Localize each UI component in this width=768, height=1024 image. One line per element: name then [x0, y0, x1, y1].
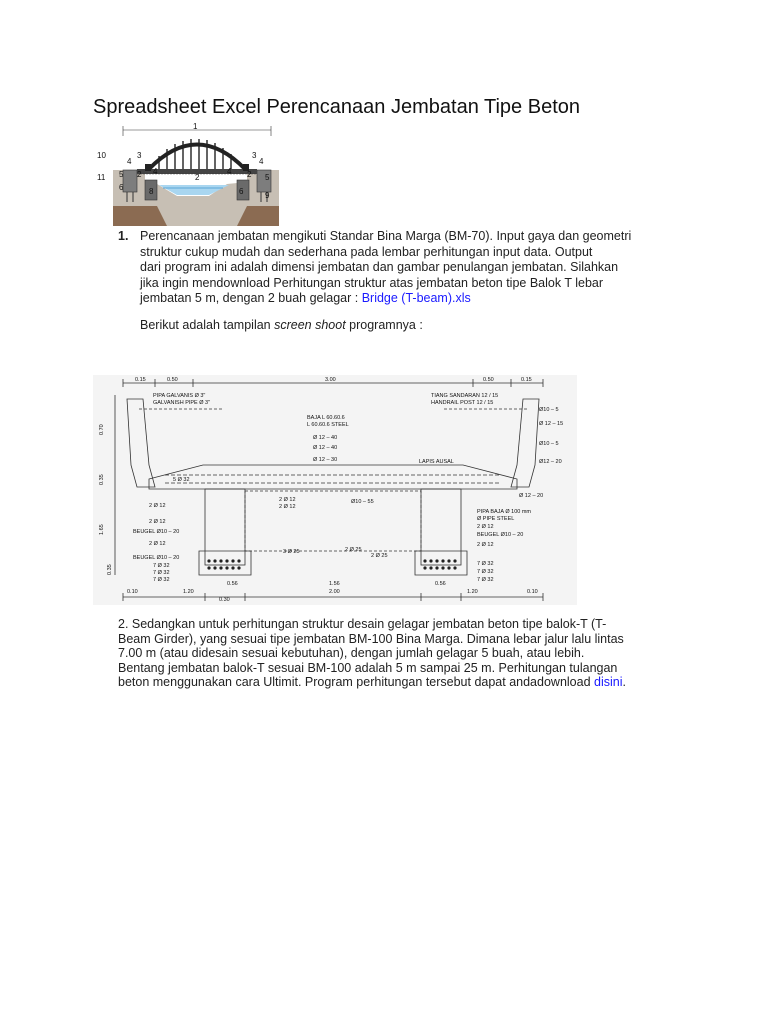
left-bar: 2 Ø 12	[149, 503, 166, 509]
left-dim: 0.35	[99, 474, 105, 485]
bottom-dim: 0.10	[527, 589, 538, 595]
left-bar: 7 Ø 32	[153, 577, 170, 583]
fig1-label: 2	[247, 170, 252, 179]
right-bar: 7 Ø 32	[477, 561, 494, 567]
paragraph-line: 7.00 m (atau didesain sesuai kebutuhan), dengan jumlah gelagar 5 buah, atau lebih.	[118, 646, 585, 661]
mid-bar: 2 Ø 12	[279, 497, 296, 503]
fig1-label: 2	[195, 173, 200, 182]
deck-note: Ø 12 – 40	[313, 445, 338, 451]
period: .	[622, 675, 626, 690]
fig1-label: 4	[153, 167, 158, 176]
top-dim: 0.15	[521, 377, 532, 383]
fig1-label: 2	[137, 170, 142, 179]
right-bar: 7 Ø 32	[477, 577, 494, 583]
fig1-label: 10	[97, 151, 106, 160]
deck-note: L 60.60.6 STEEL	[307, 422, 349, 428]
left-dim: 1.65	[99, 524, 105, 535]
intro-italic: screen shoot	[274, 318, 346, 332]
paragraph-line: Bentang jembatan balok-T sesuai BM-100 adalah 5 m sampai 25 m. Perhitungan tulangan	[118, 660, 618, 675]
bottom-dim: 0.30	[219, 597, 230, 603]
fig1-label: 11	[97, 173, 106, 182]
right-bar: Ø PIPE STEEL	[477, 516, 515, 522]
paragraph-line: Beam Girder), yang sesuai tipe jembatan BM-100 Bina Marga. Dimana lebar jalur lalu lintas	[118, 631, 624, 646]
list-number: 1.	[118, 229, 129, 243]
bottom-dim: 2.00	[329, 589, 340, 595]
paragraph-line: dari program ini adalah dimensi jembatan dan gambar penulangan jembatan. Silahkan	[140, 260, 619, 275]
bridge-tbeam-xls-link[interactable]: Bridge (T-beam).xls	[361, 291, 471, 306]
fig1-label: 4	[127, 157, 132, 166]
left-bar: 2 Ø 12	[149, 541, 166, 547]
right-bar: Ø10 – 5	[539, 407, 559, 413]
bottom-dim: 0.56	[227, 581, 238, 587]
fig1-label: 3	[252, 151, 257, 160]
top-dim: 3.00	[325, 377, 336, 383]
fig1-label: 4	[259, 157, 264, 166]
left-bar: 5 Ø 32	[173, 477, 190, 483]
page-title: Spreadsheet Excel Perencanaan Jembatan Tipe Beton	[93, 96, 580, 118]
bridge-elevation-figure	[97, 122, 287, 226]
note: GALVANISH PIPE Ø 3"	[153, 400, 211, 406]
fig1-label: 1	[193, 122, 198, 131]
fig1-label: 6	[239, 187, 244, 196]
note: TIANG SANDARAN 12 / 15	[431, 393, 499, 399]
tbeam-cross-section-figure	[93, 375, 577, 605]
right-bar: Ø10 – 5	[539, 441, 559, 447]
deck-note: LAPIS AUSAL	[419, 459, 454, 465]
left-bar: 7 Ø 32	[153, 563, 170, 569]
paragraph-line: 2. Sedangkan untuk perhitungan struktur desain gelagar jembatan beton tipe balok-T (T-	[118, 617, 607, 631]
intro-text: Berikut adalah tampilan	[140, 318, 275, 332]
deck-note: Ø 12 – 40	[313, 435, 338, 441]
left-bar: 2 Ø 12	[149, 519, 166, 525]
fig1-label: 8	[149, 187, 154, 196]
download-link[interactable]: disini	[594, 675, 623, 690]
deck-note: BAJA L 60.60.6	[307, 415, 345, 421]
paragraph-line: beton menggunakan cara Ultimit. Program perhitungan tersebut dapat andadownload	[118, 675, 595, 690]
bottom-dim: 1.56	[329, 581, 340, 587]
top-dim: 0.15	[135, 377, 146, 383]
screenshot-intro	[140, 318, 423, 332]
mid-bar: Ø10 – 55	[351, 499, 374, 505]
mid-bar: 2 Ø 12	[279, 504, 296, 510]
fig1-label: 3	[137, 151, 142, 160]
mid-bar: 3 Ø 25	[283, 549, 300, 555]
fig1-label: 4	[227, 167, 232, 176]
fig1-label: 6	[119, 183, 124, 192]
right-bar: 7 Ø 32	[477, 569, 494, 575]
note: PIPA GALVANIS Ø 3"	[153, 393, 206, 399]
left-dim: 0.35	[107, 564, 113, 575]
right-bar: PIPA BAJA Ø 100 mm	[477, 509, 532, 515]
left-bar: 7 Ø 32	[153, 570, 170, 576]
right-bar: Ø 12 – 20	[519, 493, 544, 499]
left-bar: BEUGEL Ø10 – 20	[133, 555, 180, 561]
fig1-label: 9	[265, 191, 270, 200]
paragraph-line: jika ingin mendownload Perhitungan struktur atas jembatan beton tipe Balok T lebar	[140, 275, 604, 290]
paragraph-line: jembatan 5 m, dengan 2 buah gelagar :	[140, 291, 362, 306]
left-bar: BEUGEL Ø10 – 20	[133, 529, 180, 535]
paragraph-line: struktur cukup mudah dan sederhana pada lembar perhitungan input data. Output	[140, 244, 593, 259]
right-bar: BEUGEL Ø10 – 20	[477, 532, 524, 538]
right-bar: 2 Ø 12	[477, 524, 494, 530]
bottom-dim: 0.56	[435, 581, 446, 587]
bottom-dim: 1.20	[467, 589, 478, 595]
mid-bar: 2 Ø 25	[345, 547, 362, 553]
intro-text-end: programnya :	[345, 318, 423, 332]
bottom-dim: 0.10	[127, 589, 138, 595]
left-dim: 0.70	[99, 424, 105, 435]
fig1-label: 5	[265, 173, 270, 182]
deck-note: Ø 12 – 30	[313, 457, 338, 463]
top-dim: 0.50	[483, 377, 494, 383]
bottom-dim: 1.20	[183, 589, 194, 595]
right-bar: Ø12 – 20	[539, 459, 562, 465]
mid-bar: 2 Ø 25	[371, 553, 388, 559]
fig1-label: 5	[119, 170, 124, 179]
top-dim: 0.50	[167, 377, 178, 383]
note: HANDRAIL POST 12 / 15	[431, 400, 494, 406]
paragraph-line: Perencanaan jembatan mengikuti Standar Bina Marga (BM-70). Input gaya dan geometri	[140, 229, 632, 243]
right-bar: 2 Ø 12	[477, 542, 494, 548]
right-bar: Ø 12 – 15	[539, 421, 564, 427]
list-item-2	[118, 617, 678, 690]
